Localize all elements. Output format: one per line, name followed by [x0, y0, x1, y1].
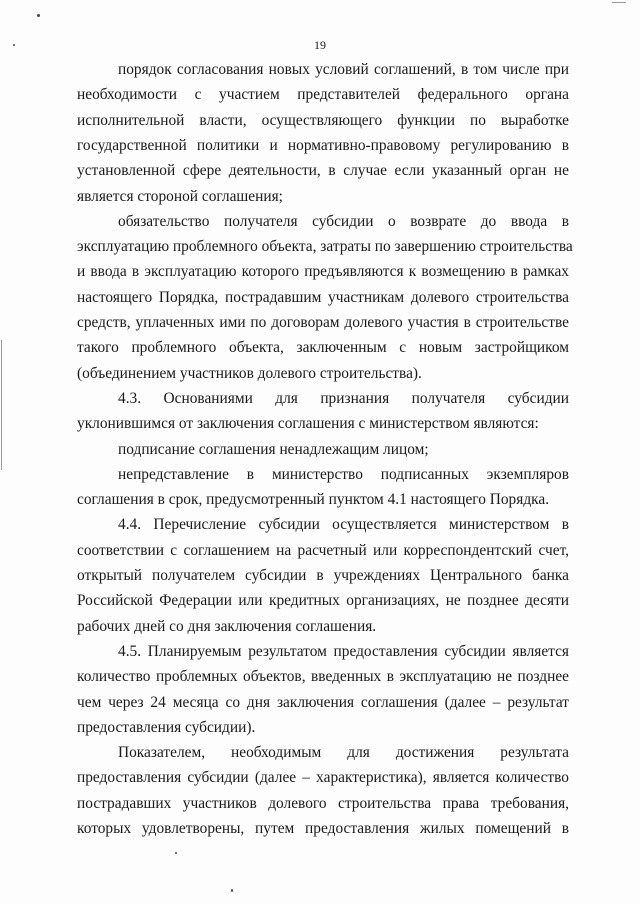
text-line: которых удовлетворены, путем предоставления жилых помещений в [77, 820, 569, 837]
text-line: Российской Федерации или кредитных организациях, не позднее десяти [77, 592, 569, 610]
text-line: подписание соглашения ненадлежащим лицом; [118, 440, 429, 458]
text-line: пострадавших участников долевого строительства права требования, [77, 794, 569, 812]
text-line: порядок согласования новых условий соглашений, в том числе при [118, 61, 569, 78]
text-line: соглашения в срок, предусмотренный пунктом 4.1 настоящего Порядка. [77, 491, 550, 509]
text-line: количество проблемных объектов, введенных в эксплуатацию не позднее [77, 668, 569, 686]
text-line: непредставление в министерство подписанных экземпляров [118, 465, 569, 483]
text-line: исполнительной власти, осуществляющего функции по выработке [77, 111, 569, 129]
scan-speck [37, 14, 40, 17]
text-line: эксплуатацию проблемного объекта, затраты по завершению строительства [77, 238, 573, 256]
text-line: рабочих дней со дня заключения соглашения. [77, 617, 377, 635]
page-number: 19 [314, 38, 326, 52]
text-line: 4.4. Перечисление субсидии осуществляется министерством в [118, 516, 569, 534]
text-line: обязательство получателя субсидии о возврате до ввода в [118, 212, 569, 230]
text-line: необходимости с участием представителей федерального органа [77, 86, 569, 104]
text-line: 4.5. Планируемым результатом предоставления субсидии является [118, 642, 569, 660]
scan-corner-mark [612, 2, 626, 3]
text-line: чем через 24 месяца со дня заключения соглашения (далее – результат [77, 693, 569, 711]
text-line: Показателем, необходимым для достижения результата [118, 744, 569, 762]
text-line: предоставления субсидии). [77, 718, 256, 736]
text-line: 4.3. Основаниями для признания получателя субсидии [118, 389, 569, 407]
scan-edge-mark [1, 340, 2, 470]
text-line: и ввода в эксплуатацию которого предъявляются к возмещению в рамках [77, 263, 569, 281]
text-line: (объединением участников долевого строительства). [77, 364, 422, 382]
text-line: государственной политики и нормативно-правовому регулированию в [77, 136, 569, 154]
scan-speck [13, 44, 15, 46]
text-line: настоящего Порядка, пострадавшим участникам долевого строительства [77, 288, 569, 306]
text-line: средств, уплаченных ими по договорам долевого участия в строительстве [77, 314, 569, 331]
scan-speck [175, 852, 177, 854]
text-line: является стороной соглашения; [77, 187, 283, 205]
text-line: такого проблемного объекта, заключенным с новым застройщиком [77, 339, 569, 357]
text-line: установленной сфере деятельности, в случае если указанный орган не [77, 162, 569, 180]
scan-speck [231, 889, 233, 892]
text-line: открытый получателем субсидии в учреждениях Центрального банка [77, 567, 569, 584]
text-line: соответствии с соглашением на расчетный или корреспондентский счет, [77, 541, 569, 559]
text-line: уклонившимся от заключения соглашения с министерством являются: [77, 415, 539, 433]
text-line: предоставления субсидии (далее – характеристика), является количество [77, 769, 569, 787]
